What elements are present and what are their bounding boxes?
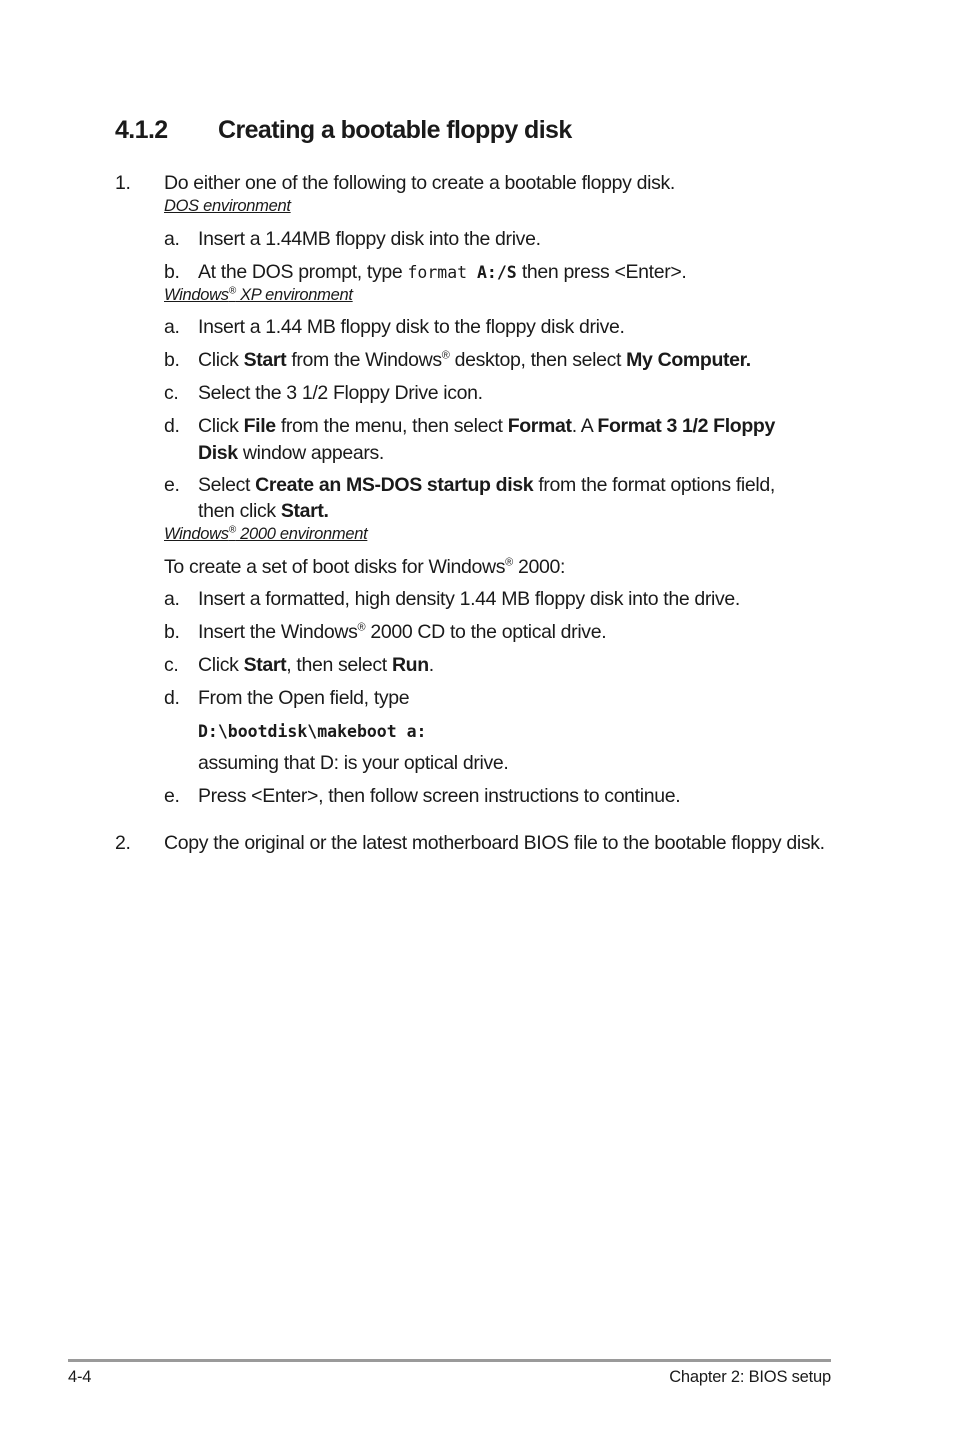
section-heading	[115, 116, 572, 145]
section-number: 4.1.2	[115, 116, 168, 144]
env-label-xp: Windows® XP environment	[164, 285, 353, 304]
step-number: 1.	[115, 172, 131, 194]
chapter-title: Chapter 2: BIOS setup	[669, 1368, 831, 1386]
step-number: 2.	[115, 832, 131, 854]
command-text: format	[407, 263, 477, 282]
env-label-2000: Windows® 2000 environment	[164, 524, 368, 543]
page-number: 4-4	[68, 1368, 92, 1386]
section-title: Creating a bootable floppy disk	[218, 116, 572, 144]
command-text: D:\bootdisk\makeboot a:	[198, 722, 427, 741]
step-text: Copy the original or the latest motherboard BIOS file to the bootable floppy disk.	[164, 832, 825, 854]
step-text: Do either one of the following to create a bootable floppy disk.	[164, 172, 675, 194]
env-label-dos: DOS environment	[164, 197, 291, 215]
footer-rule	[68, 1359, 831, 1362]
command-arg: A:/S	[477, 263, 517, 282]
paragraph: To create a set of boot disks for Windows® 2000:	[164, 556, 566, 578]
manual-page: 4.1.2 Creating a bootable floppy disk 1. Do either one of the following to create a bootable floppy disk. DOS environment a. Insert a 1.44MB floppy disk into the drive. b. At the DOS prompt, type format A:/S then press <Enter>. Windows® XP environment a. Insert a 1.44 MB floppy disk to the floppy disk drive. b. Click Start from the Windows® desktop, then select My Computer. c. Select the 3 1/2 Floppy Drive icon. d. Click File from the menu, then select Format. A Format 3 1/2 Floppy Disk window appears. e. Select Create an MS-DOS startup disk from the format options field, then click Start. Windows® 2000 environment To create a set of boot disks for Windows® 2000: a. Insert a formatted, high density 1.44 MB floppy disk into the drive. b. Insert the Windows® 2000 CD to the optical drive. c. Click Start, then select Run. d. From the Open field, type D:\bootdisk\makeboot a: assuming that D: is your optical drive. e. Press <Enter>, then follow screen instructions to continue. 2. Copy the original or the latest motherboard BIOS file to the bootable floppy disk. 4-4 Chapter 2: BIOS setup	[68, 116, 831, 1386]
